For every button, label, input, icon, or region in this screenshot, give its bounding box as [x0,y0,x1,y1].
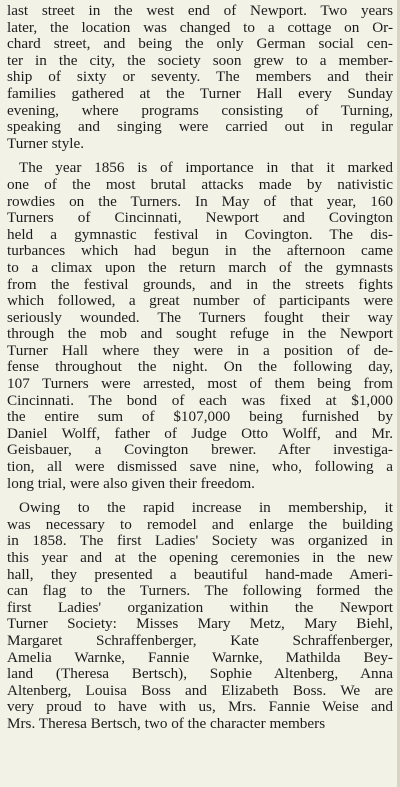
text-line: held a gymnastic festival in Covington. The dis- [7,225,393,243]
text-line: in 1858. The first Ladies' Society was organized in [7,532,393,550]
text-line: one of the most brutal attacks made by nativistic [7,175,393,193]
text-line: rowdies on the Turners. In May of that year, 160 [7,192,393,210]
text-line: Turner style. [7,134,85,152]
text-line: Owing to the rapid increase in membership, it [19,499,393,517]
text-line: Mrs. Theresa Bertsch, two of the character members [7,714,326,732]
text-line: can flag to the Turners. The following formed the [7,582,393,600]
text-line: Geisbauer, a Covington brewer. After investiga- [7,441,393,459]
text-line: chard street, and being the only German social cen- [7,35,393,53]
text-line: ter in the city, the society soon grew to a member- [7,51,393,69]
text-line: families gathered at the Turner Hall every Sunday [7,84,393,102]
text-line: hall, they presented a beautiful hand-made Ameri- [7,565,393,583]
paragraph [7,500,393,732]
text-line: later, the location was changed to a cottage on Or- [7,18,393,36]
text-line: The year 1856 is of importance in that it marked [19,159,393,177]
article-body [7,3,393,733]
text-line: very proud to have with us, Mrs. Fannie Weise and [7,698,393,716]
paragraph [7,3,393,152]
text-line: tion, all were dismissed save nine, who, following a [7,458,393,476]
text-line: last street in the west end of Newport. Two years [7,2,393,19]
text-line: which followed, a great number of participants were [7,292,393,310]
text-line: the entire sum of $107,000 being furnished by [7,408,393,426]
text-line: evening, where programs consisting of Turning, [7,101,393,119]
text-line: Turner Hall where they were in a position of de- [7,341,393,359]
text-line: speaking and singing were carried out in regular [7,118,393,136]
text-line: Cincinnati. The bond of each was fixed at $1,000 [7,391,393,409]
text-line: from the festival grounds, and in the streets fights [7,275,393,293]
text-line: 107 Turners were arrested, most of them being from [7,375,393,393]
text-line: ship of sixty or seventy. The members and their [7,68,393,86]
text-line: seriously wounded. The Turners fought their way [7,308,393,326]
text-line: Turners of Cincinnati, Newport and Covington [7,209,393,227]
text-line: Daniel Wolff, father of Judge Otto Wolff, and Mr. [7,424,393,442]
text-line: Altenberg, Louisa Boss and Elizabeth Boss. We are [7,681,393,699]
text-line: to a climax upon the return march of the gymnasts [7,258,393,276]
text-line: fense throughout the night. On the following day, [7,358,393,376]
text-line: first Ladies' organization within the Newport [7,598,393,616]
paragraph [7,160,393,492]
text-line: this year and at the opening ceremonies in the new [7,549,393,566]
text-line: Turner Society: Misses Mary Metz, Mary Biehl, [7,615,393,633]
text-line: land (Theresa Bertsch), Sophie Altenberg, Anna [7,665,393,683]
text-line: turbances which had begun in the afternoon came [7,242,393,260]
text-line: long trial, were also given their freedom. [7,474,255,492]
text-line: through the mob and sought refuge in the Newport [7,325,393,343]
text-line: was necessary to remodel and enlarge the building [7,515,393,533]
text-line: Amelia Warnke, Fannie Warnke, Mathilda Bey- [7,648,393,666]
text-line: Margaret Schraffenberger, Kate Schraffenberger, [7,631,393,649]
